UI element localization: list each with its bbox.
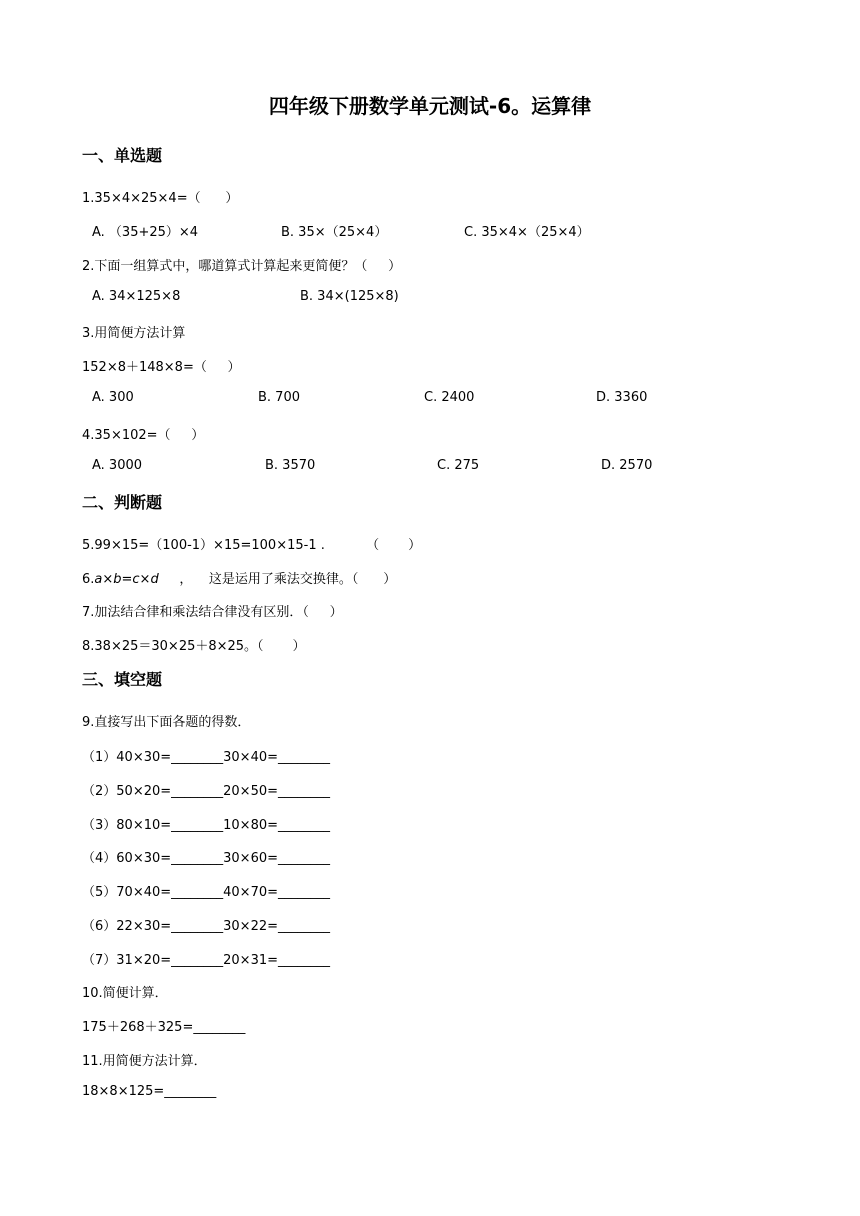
question-9-item: （5）70×40=________40×70=________	[82, 885, 331, 900]
question-4-option-d: D. 2570	[601, 458, 653, 473]
question-2-option-b: B. 34×(125×8)	[300, 289, 399, 304]
question-5-stem: 5.99×15=（100-1）×15=100×15-1 . （ ）	[82, 538, 422, 553]
question-9-stem: 9.直接写出下面各题的得数．	[82, 715, 251, 730]
section-heading-true-false: 二、判断题	[82, 493, 163, 512]
page-title: 四年级下册数学单元测试-6。运算律	[268, 94, 592, 118]
question-1-option-a: A. （35+25）×4	[92, 225, 199, 240]
question-3-option-b: B. 700	[258, 390, 300, 405]
question-9-item: （2）50×20=________20×50=________	[82, 784, 331, 799]
question-9-item: （3）80×10=________10×80=________	[82, 818, 331, 833]
question-3-stem: 3.用简便方法计算	[82, 326, 186, 341]
question-1-option-b: B. 35×（25×4）	[281, 225, 388, 240]
question-1-stem: 1.35×4×25×4=（ ）	[82, 191, 239, 206]
section-heading-multiple-choice: 一、单选题	[82, 146, 163, 165]
question-6-text: ， 这是运用了乘法交换律。（ ）	[158, 572, 397, 587]
question-10-stem: 10.简便计算．	[82, 986, 168, 1001]
question-2-option-a: A. 34×125×8	[92, 289, 181, 304]
question-3-option-a: A. 300	[92, 390, 134, 405]
question-9-item: （6）22×30=________30×22=________	[82, 919, 331, 934]
question-1-option-c: C. 35×4×（25×4）	[464, 225, 590, 240]
question-4-stem: 4.35×102=（ ）	[82, 428, 205, 443]
question-4-option-a: A. 3000	[92, 458, 143, 473]
question-3-option-c: C. 2400	[424, 390, 475, 405]
question-7-stem: 7.加法结合律和乘法结合律没有区别．（ ）	[82, 605, 343, 620]
question-3-option-d: D. 3360	[596, 390, 648, 405]
question-9-item: （7）31×20=________20×31=________	[82, 953, 331, 968]
question-11-stem: 11.用简便方法计算．	[82, 1054, 207, 1069]
question-6-number: 6.	[82, 572, 95, 587]
question-3-expression: 152×8＋148×8=（ ）	[82, 360, 241, 375]
question-11-expression: 18×8×125=________	[82, 1084, 217, 1099]
question-2-stem: 2.下面一组算式中，哪道算式计算起来更简便？（ ）	[82, 259, 402, 274]
question-9-item: （4）60×30=________30×60=________	[82, 851, 331, 866]
question-4-option-c: C. 275	[437, 458, 480, 473]
question-6-formula: a×b=c×d	[94, 572, 159, 587]
question-4-option-b: B. 3570	[265, 458, 316, 473]
section-heading-fill-in: 三、填空题	[82, 670, 163, 689]
question-10-expression: 175＋268＋325=________	[82, 1020, 246, 1035]
question-6-stem	[82, 568, 396, 587]
question-9-item: （1）40×30=________30×40=________	[82, 750, 331, 765]
question-8-stem: 8.38×25＝30×25＋8×25。（ ）	[82, 639, 306, 654]
